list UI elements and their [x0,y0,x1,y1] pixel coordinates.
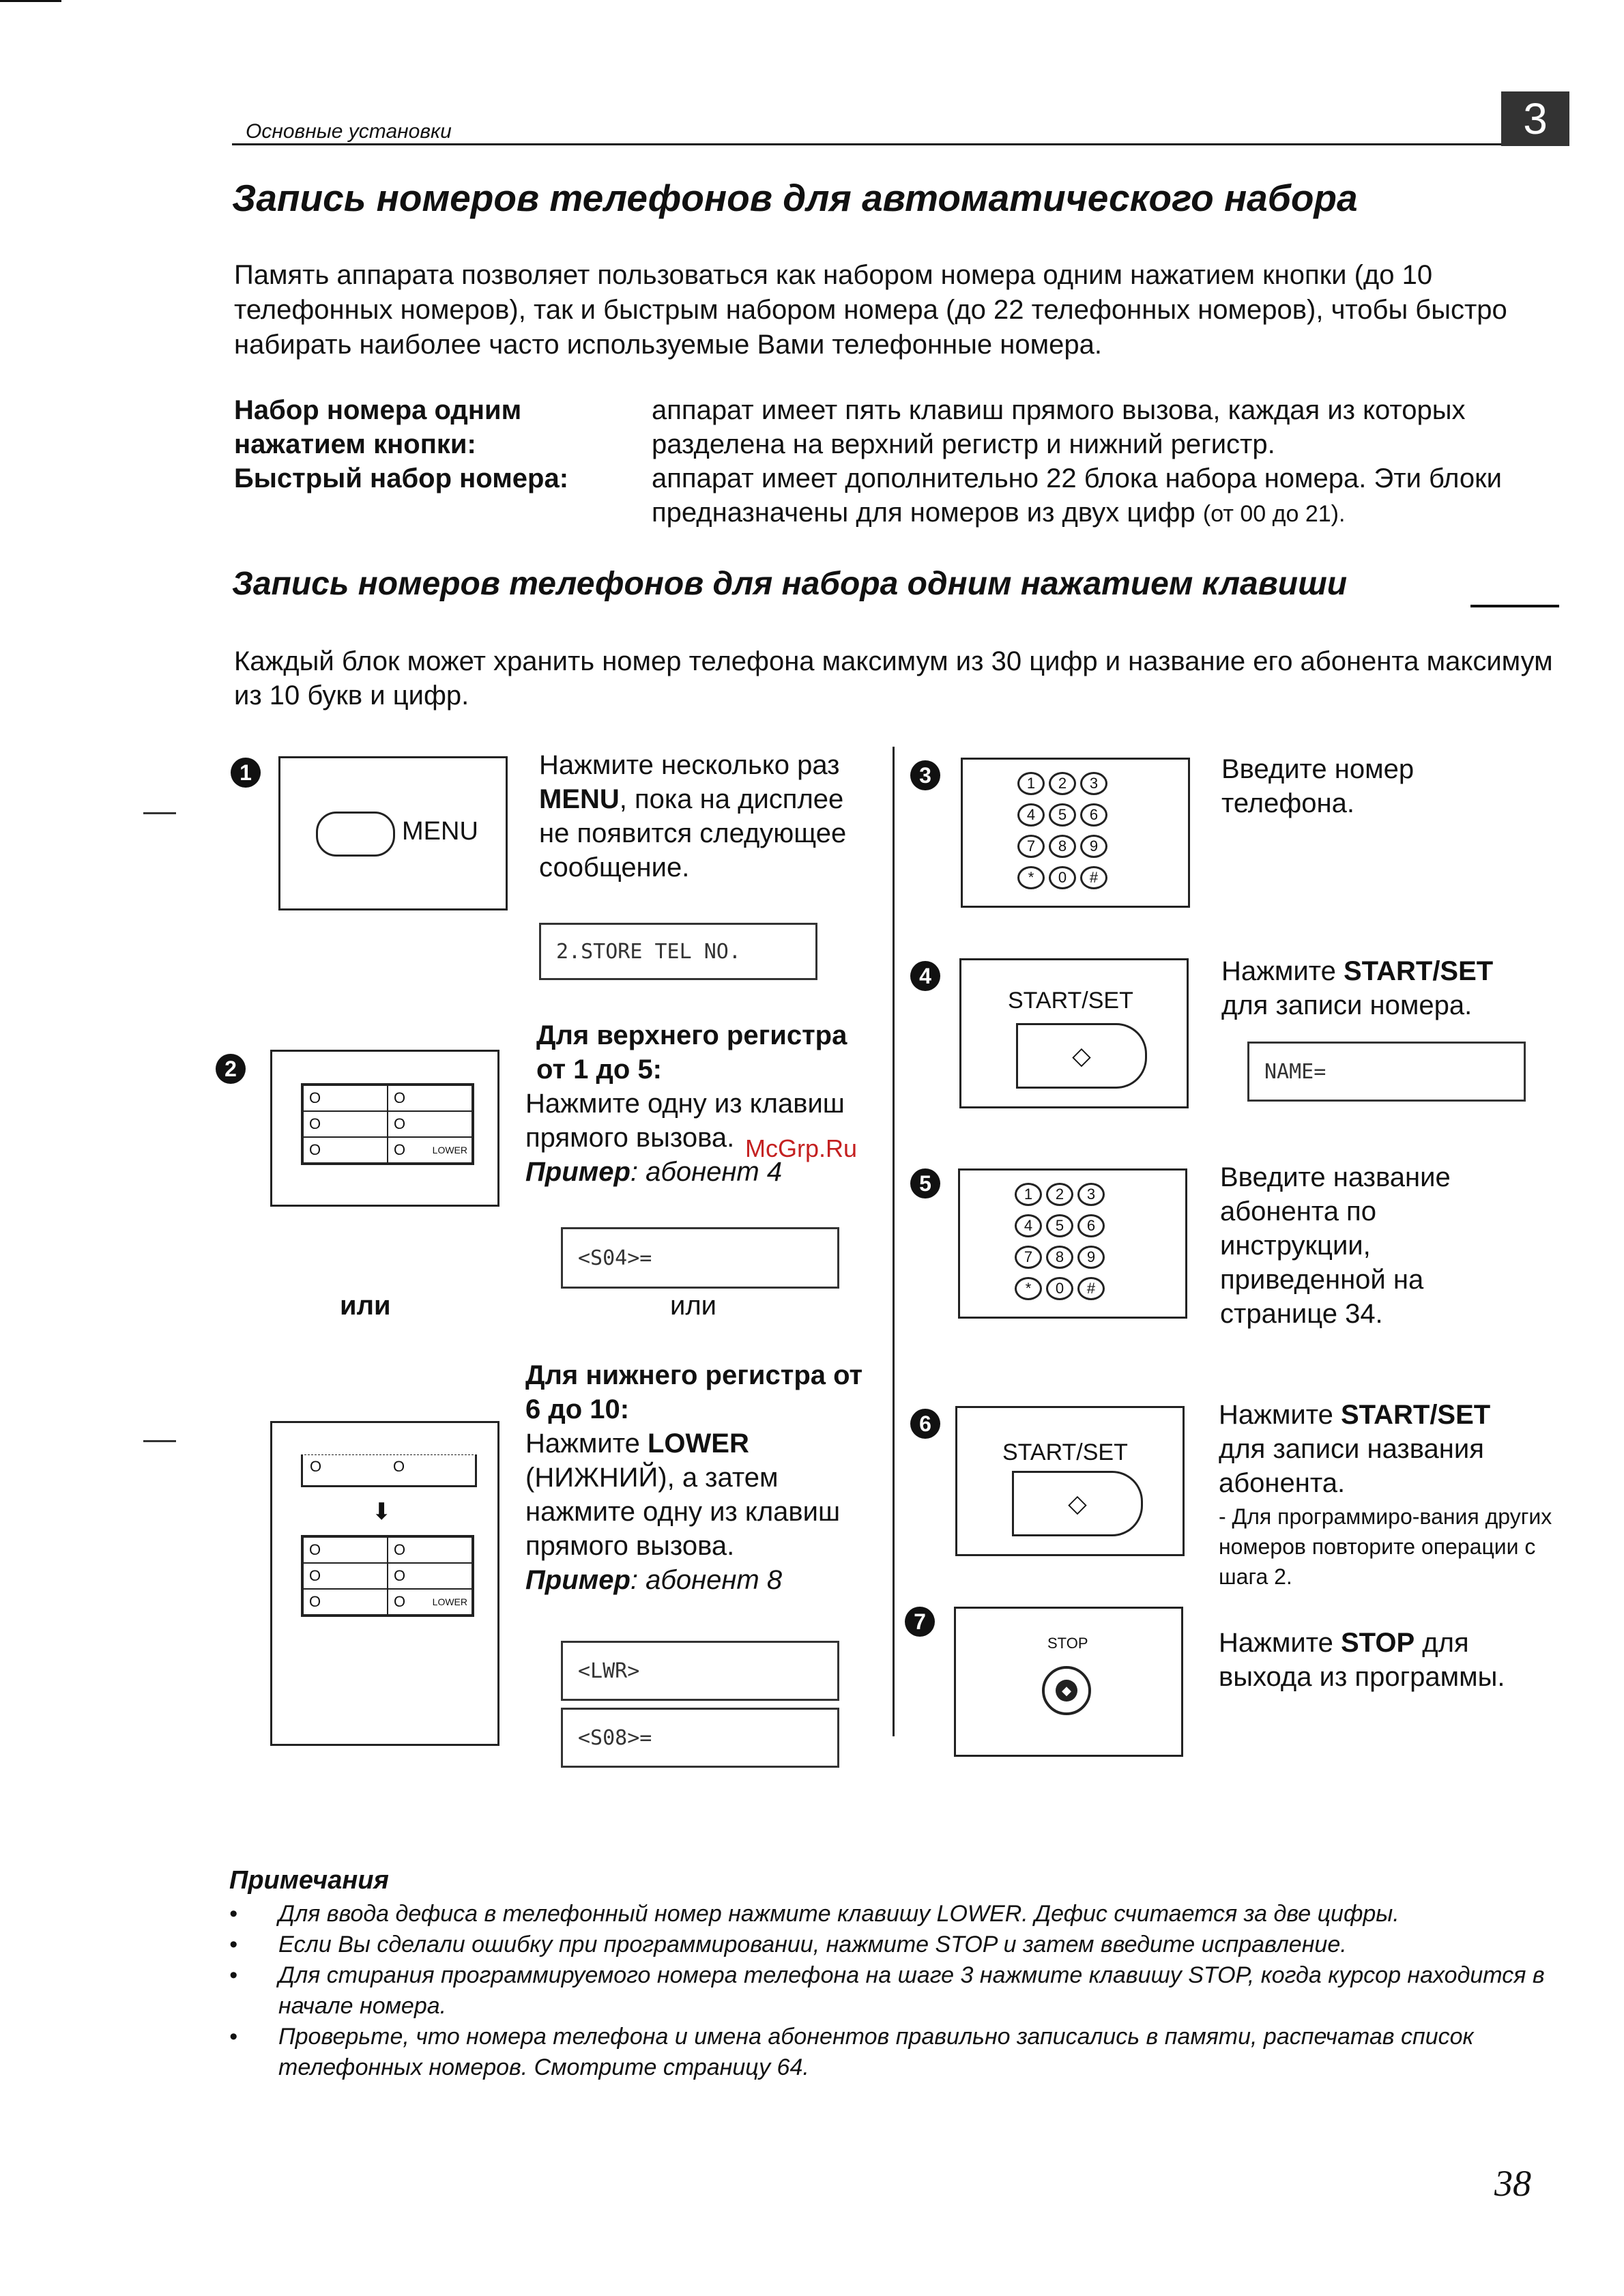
step-6-note: - Для программиро-вания других номеров повторите операции с шага 2. [1219,1504,1552,1589]
keypad-key[interactable]: 7 [1017,835,1045,858]
step-2-lower-text [525,1358,880,1597]
definition-desc: аппарат имеет пять клавиш прямого вызова, каждая из которых разделена на верхний регистр и нижний регистр. [652,395,1466,459]
definition-term: Набор номера одним нажатием кнопки: [234,395,522,459]
keypad-key[interactable]: 5 [1049,803,1076,827]
note-item: • Для ввода дефиса в телефонный номер нажмите клавишу LOWER. Дефис считается за две цифры. [225,1899,1569,1929]
one-touch-key[interactable]: O LOWER [388,1137,472,1163]
one-touch-key[interactable]: O LOWER [388,1589,472,1615]
step-7-text-pre: Нажмите [1219,1628,1341,1658]
keypad [1015,1183,1105,1300]
definition-term: Быстрый набор номера: [234,463,569,493]
step-6-text-bold: START/SET [1340,1400,1491,1430]
keypad [1017,772,1107,889]
start-set-panel-1 [959,958,1189,1108]
lower-key-label: LOWER [432,1596,467,1607]
one-touch-key[interactable]: O [303,1085,388,1111]
note-item: • Если Вы сделали ошибку при программировании, нажмите STOP и затем введите исправление. [225,1929,1569,1960]
step-6-text-post: для записи названия абонента. [1219,1434,1484,1498]
start-set-label: START/SET [1002,1439,1128,1465]
or-right: или [670,1291,717,1321]
step-1-text-bold: MENU [539,784,620,814]
step-6-text-pre: Нажмите [1219,1400,1341,1430]
step-7-badge: 7 [905,1607,935,1637]
one-touch-panel-upper [270,1050,499,1207]
step-2-upper-lcd: <S04>= [561,1227,839,1289]
one-touch-panel-lower [270,1421,499,1746]
one-touch-key[interactable]: O [303,1111,388,1137]
step-4-text-post: для записи номера. [1221,990,1473,1020]
lower-example [525,1565,782,1595]
capacity-paragraph: Каждый блок может хранить номер телефона максимум из 30 цифр и название его абонента максимум из 10 букв и цифр. [234,646,1553,711]
example-label: Пример [525,1565,630,1595]
step-4-badge: 4 [910,961,940,991]
step-6-text [1219,1398,1539,1500]
upper-example-text: : абонент 4 [630,1157,783,1187]
step-6-badge: 6 [910,1409,940,1439]
one-touch-key[interactable]: O [388,1537,472,1563]
step-7-text-bold: STOP [1340,1628,1415,1658]
lower-instruction-bold: LOWER [647,1429,749,1459]
keypad-key[interactable]: 3 [1077,1183,1105,1206]
section-label: Основные установки [246,120,452,143]
margin-tick [143,812,176,814]
keypad-key[interactable]: 7 [1015,1246,1042,1269]
notes-title: Примечания [229,1866,389,1895]
keypad-panel-1 [961,758,1190,908]
definition-row [234,393,1558,461]
start-set-label: START/SET [1008,988,1133,1014]
step-4-text-bold: START/SET [1343,956,1494,986]
keypad-key[interactable]: # [1077,1277,1105,1300]
one-touch-key[interactable]: O [303,1563,388,1589]
margin-tick [143,1440,176,1442]
definition-desc-range: (от 00 до 21). [1202,501,1346,527]
definition-desc [652,461,1558,531]
stop-icon: ◆ [1056,1680,1077,1702]
keypad-key[interactable]: 0 [1046,1277,1073,1300]
step-2-badge: 2 [216,1054,246,1084]
corner-mark [0,0,61,2]
keypad-key[interactable]: 8 [1049,835,1076,858]
step-7-text [1219,1626,1539,1694]
start-set-button[interactable] [1016,1023,1147,1089]
step-2-lower-lcd-1: <LWR> [561,1641,839,1701]
one-touch-key[interactable]: O [388,1085,472,1111]
step-5-text: Введите название абонента по инструкции, приведенной на странице 34. [1220,1162,1451,1329]
subtitle-rule [1470,605,1559,607]
start-icon: ◇ [1068,1489,1087,1517]
menu-key-icon [316,812,395,857]
keypad-key[interactable]: 1 [1015,1183,1042,1206]
upper-register-instruction: Нажмите одну из клавиш прямого вызова. [525,1089,845,1153]
upper-example [525,1157,782,1187]
definitions-table [234,393,1558,531]
keypad-key[interactable]: 2 [1046,1183,1073,1206]
step-1-text-post: , пока на дисплее не появится следующее сообщение. [539,784,847,882]
column-divider [893,747,895,1736]
step-4-lcd: NAME= [1247,1042,1526,1102]
start-set-button[interactable] [1012,1471,1143,1536]
keypad-key[interactable]: * [1015,1277,1042,1300]
step-2-lower-lcd-2: <S08>= [561,1708,839,1768]
keypad-key[interactable]: 5 [1046,1214,1073,1237]
stop-label: STOP [1047,1635,1088,1652]
chapter-badge: 3 [1501,91,1569,146]
keypad-key[interactable]: 4 [1017,803,1045,827]
one-touch-key[interactable]: O [310,1458,322,1475]
keypad-key[interactable]: 6 [1077,1214,1105,1237]
definition-row [234,461,1558,531]
step-5-badge: 5 [910,1168,940,1199]
keypad-key[interactable]: 6 [1080,803,1107,827]
header-rule [232,143,1569,145]
definition-desc-text: аппарат имеет дополнительно 22 блока набора номера. Эти блоки предназначены для номеров из двух цифр [652,463,1503,528]
menu-key-label: MENU [402,817,478,846]
one-touch-keys [301,1083,474,1165]
keypad-key[interactable]: 0 [1049,866,1076,889]
keypad-key[interactable]: 1 [1017,772,1045,795]
or-left: или [340,1291,391,1321]
keypad-key[interactable]: # [1080,866,1107,889]
note-item: • Для стирания программируемого номера телефона на шаге 3 нажмите клавишу STOP, когда курсор находится в начале номера. [225,1960,1569,2022]
step-1-text [539,748,853,885]
keypad-key[interactable]: 3 [1080,772,1107,795]
one-touch-keys [301,1535,474,1617]
step-1-text-pre: Нажмите несколько раз [539,750,840,780]
page-title: Запись номеров телефонов для автоматического набора [232,177,1358,219]
lower-example-text: : абонент 8 [630,1565,783,1595]
keypad-key[interactable]: 9 [1077,1246,1105,1269]
keypad-key[interactable]: * [1017,866,1045,889]
stop-panel [954,1607,1183,1757]
keypad-key[interactable]: 4 [1015,1214,1042,1237]
intro-paragraph: Память аппарата позволяет пользоваться как набором номера одним нажатием кнопки (до 10 телефонных номеров), так и быстрым набором номера (до 22 телефонных номеров), чтобы быстро набирать наиболее часто используемые Вами телефонные номера. [234,260,1507,360]
lower-register-heading: Для нижнего регистра от 6 до 10: [525,1360,863,1424]
keypad-key[interactable]: 9 [1080,835,1107,858]
one-touch-key[interactable]: O [303,1137,388,1163]
step-3-badge: 3 [910,760,940,790]
lower-instruction-pre: Нажмите [525,1429,648,1459]
start-icon: ◇ [1072,1042,1091,1070]
one-touch-key[interactable]: O [303,1589,388,1615]
step-4-text [1221,954,1542,1022]
lower-key-label: LOWER [432,1145,467,1156]
menu-key-panel [278,756,508,910]
page-number: 38 [1494,2163,1531,2204]
example-label: Пример [525,1157,630,1187]
note-item: • Проверьте, что номера телефона и имена абонентов правильно записались в памяти, распечатав список телефонных номеров. Смотрите страницу 64. [225,2022,1569,2083]
section-subtitle: Запись номеров телефонов для набора одним нажатием клавиши [232,566,1348,602]
one-touch-key[interactable]: O [393,1458,405,1475]
upper-register-heading: Для верхнего регистра от 1 до 5: [536,1020,847,1085]
keypad-key[interactable]: 2 [1049,772,1076,795]
step-1-lcd: 2.STORE TEL NO. [539,923,817,980]
watermark: McGrp.Ru [745,1134,858,1162]
start-set-panel-2 [955,1406,1185,1556]
stop-button[interactable] [1042,1666,1091,1715]
one-touch-keys-partial [301,1454,477,1487]
step-4-text-pre: Нажмите [1221,956,1344,986]
one-touch-key[interactable]: O [303,1537,388,1563]
arrow-down-icon: ⬇ [372,1499,392,1525]
step-2-upper-text [525,1018,880,1189]
lower-instruction-post: (НИЖНИЙ), а затем нажмите одну из клавиш прямого вызова. [525,1463,841,1561]
one-touch-key[interactable]: O [388,1563,472,1589]
step-7-text-post: для выхода из программы. [1219,1628,1505,1692]
one-touch-key[interactable]: O [388,1111,472,1137]
notes-list [225,1899,1569,2083]
keypad-key[interactable]: 8 [1046,1246,1073,1269]
keypad-panel-2 [958,1168,1187,1319]
step-3-text: Введите номер телефона. [1221,754,1415,818]
step-1-badge: 1 [231,758,261,788]
